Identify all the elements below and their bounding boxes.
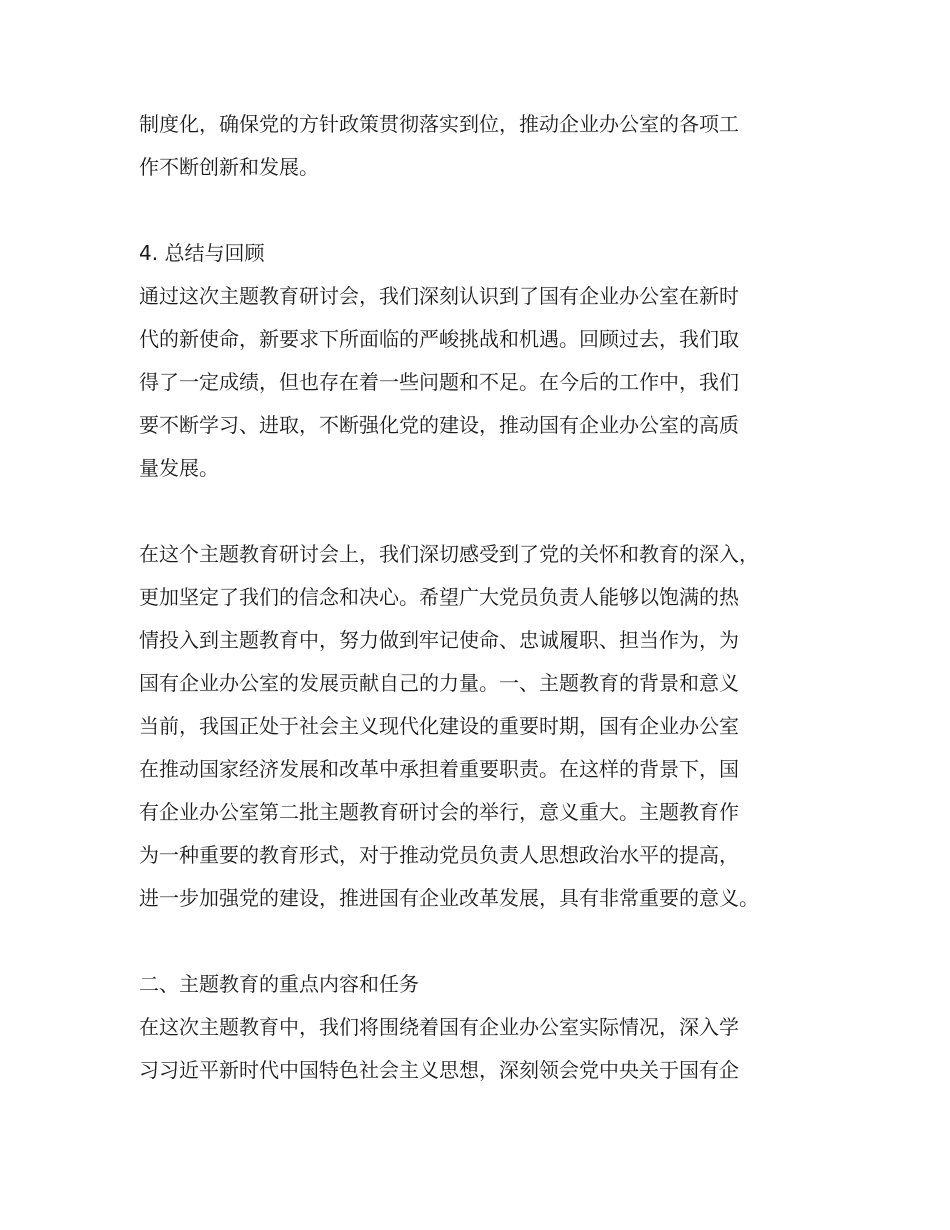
text-line: 要不断学习、进取，不断强化党的建设，推动国有企业办公室的高质	[139, 413, 739, 437]
text-line: 为一种重要的教育形式，对于推动党员负责人思想政治水平的提高，	[139, 843, 739, 867]
text-line: 更加坚定了我们的信念和决心。希望广大党员负责人能够以饱满的热	[139, 585, 739, 609]
text-line: 作不断创新和发展。	[139, 155, 319, 179]
text-line: 进一步加强党的建设，推进国有企业改革发展，具有非常重要的意义。	[139, 886, 759, 910]
text-line: 得了一定成绩，但也存在着一些问题和不足。在今后的工作中，我们	[139, 370, 739, 394]
text-line: 量发展。	[139, 456, 219, 480]
text-line: 当前，我国正处于社会主义现代化建设的重要时期，国有企业办公室	[139, 714, 739, 738]
text-line: 在这个主题教育研讨会上，我们深切感受到了党的关怀和教育的深入，	[139, 542, 759, 566]
text-line: 情投入到主题教育中，努力做到牢记使命、忠诚履职、担当作为，为	[139, 628, 739, 652]
text-line: 习习近平新时代中国特色社会主义思想，深刻领会党中央关于国有企	[139, 1058, 739, 1082]
text-line: 通过这次主题教育研讨会，我们深刻认识到了国有企业办公室在新时	[139, 284, 739, 308]
section-heading: 二、主题教育的重点内容和任务	[139, 972, 419, 996]
text-line: 代的新使命，新要求下所面临的严峻挑战和机遇。回顾过去，我们取	[139, 327, 739, 351]
text-line: 有企业办公室第二批主题教育研讨会的举行，意义重大。主题教育作	[139, 800, 739, 824]
text-line: 在推动国家经济发展和改革中承担着重要职责。在这样的背景下，国	[139, 757, 739, 781]
text-line: 在这次主题教育中，我们将围绕着国有企业办公室实际情况，深入学	[139, 1015, 739, 1039]
text-line: 制度化，确保党的方针政策贯彻落实到位，推动企业办公室的各项工	[139, 112, 739, 136]
text-line: 国有企业办公室的发展贡献自己的力量。一、主题教育的背景和意义	[139, 671, 739, 695]
section-heading: 4. 总结与回顾	[139, 241, 265, 265]
